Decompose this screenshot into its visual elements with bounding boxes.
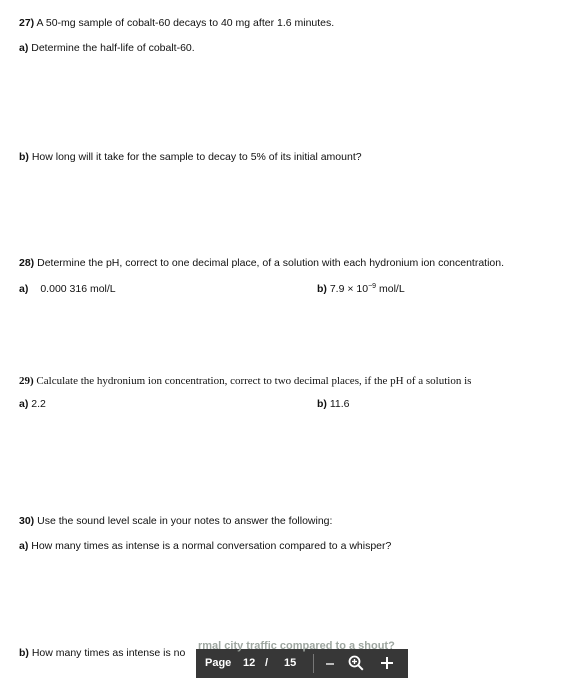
q30-part-a <box>19 540 391 553</box>
q27-a-label: a) <box>19 42 29 54</box>
q27-part-a <box>19 42 195 55</box>
q30-part-b <box>19 647 185 660</box>
q29-b-text: 11.6 <box>326 398 350 410</box>
q29-prompt <box>19 375 471 388</box>
toolbar-divider <box>313 654 314 673</box>
q30-a-text: How many times as intense is a normal conversation compared to a whisper? <box>28 540 392 552</box>
q29-part-a <box>19 398 46 411</box>
q27-prompt <box>19 17 334 30</box>
q28-a-text: 0.000 316 mol/L <box>40 283 116 295</box>
q28-part-b <box>317 283 405 296</box>
q29-a-label: a) <box>19 398 29 410</box>
q29-b-label: b) <box>317 398 327 410</box>
zoom-out-icon[interactable] <box>326 663 334 665</box>
q30-a-label: a) <box>19 540 29 552</box>
q27-b-text: How long will it take for the sample to decay to 5% of its initial amount? <box>28 151 362 163</box>
total-pages: 15 <box>284 657 297 669</box>
zoom-in-icon[interactable] <box>380 656 394 670</box>
zoom-magnifier-icon[interactable] <box>348 655 364 671</box>
q28-b-text-pre: 7.9 × 10 <box>326 283 369 295</box>
q30-b-text-visible: How many times as intense is no <box>28 647 186 659</box>
q27-text: A 50-mg sample of cobalt-60 decays to 40 mg after 1.6 minutes. <box>34 17 335 29</box>
q29-a-text: 2.2 <box>28 398 46 410</box>
q27-number: 27) <box>19 17 35 29</box>
q27-a-text: Determine the half-life of cobalt-60. <box>28 42 195 54</box>
q28-b-exponent: −9 <box>368 283 377 290</box>
q27-part-b <box>19 151 362 164</box>
q30-prompt <box>19 515 332 528</box>
q28-b-text-post: mol/L <box>376 283 405 295</box>
current-page-input[interactable]: 12 <box>243 657 256 669</box>
page-label: Page <box>205 657 232 669</box>
q30-text: Use the sound level scale in your notes to answer the following: <box>34 515 333 527</box>
page-separator: / <box>265 657 269 669</box>
q30-b-text-obscured: rmal city traffic compared to a shout? <box>198 640 395 652</box>
q29-part-b <box>317 398 350 411</box>
q28-a-label: a) <box>19 283 29 295</box>
q30-number: 30) <box>19 515 35 527</box>
q28-number: 28) <box>19 257 35 269</box>
page-toolbar <box>196 640 408 678</box>
q29-text: Calculate the hydronium ion concentration, correct to two decimal places, if the pH of a solution is <box>33 375 472 387</box>
q27-b-label: b) <box>19 151 29 163</box>
q28-part-a <box>19 283 116 296</box>
q30-b-label: b) <box>19 647 29 659</box>
q28-prompt <box>19 257 504 270</box>
q28-b-label: b) <box>317 283 327 295</box>
q29-number: 29) <box>19 375 34 387</box>
q28-text: Determine the pH, correct to one decimal place, of a solution with each hydronium ion concentration. <box>34 257 505 269</box>
